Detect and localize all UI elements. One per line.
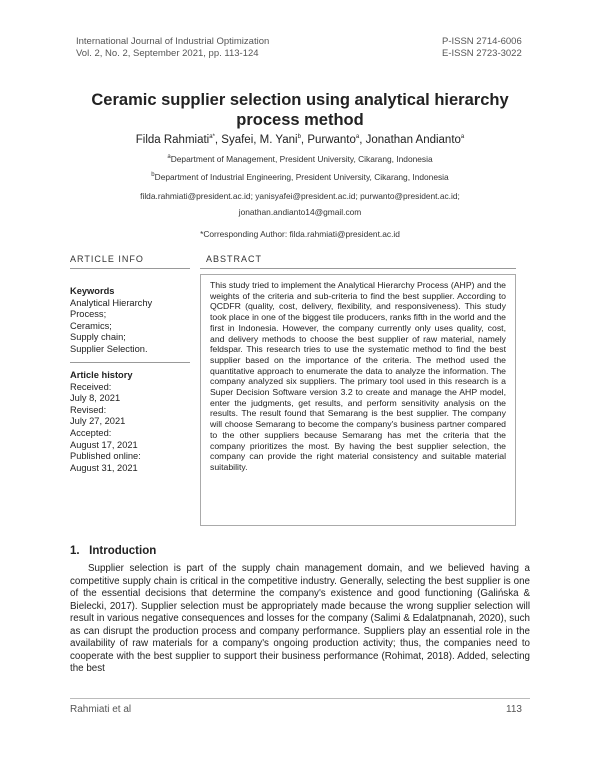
- article-info-divider: [70, 268, 190, 269]
- abstract-divider: [200, 268, 516, 269]
- title-line-1: Ceramic supplier selection using analytical hierarchy: [91, 91, 509, 109]
- journal-volume: Vol. 2, No. 2, September 2021, pp. 113-124: [76, 48, 259, 59]
- history-item: Published online:: [70, 451, 141, 462]
- abstract-heading: ABSTRACT: [206, 254, 263, 264]
- history-item: July 8, 2021: [70, 393, 121, 404]
- p-issn: P-ISSN 2714-6006: [442, 36, 522, 47]
- author-sup: a*: [209, 134, 215, 141]
- aff-sup: a: [167, 154, 171, 161]
- author-sup: a: [460, 134, 465, 141]
- aff-text: Department of Management, President University, Cikarang, Indonesia: [170, 154, 433, 164]
- author: Purwanto: [307, 134, 356, 146]
- paper-title: [60, 90, 540, 130]
- keywords-heading: Keywords: [70, 286, 115, 296]
- author-sup: a: [355, 134, 360, 141]
- abstract-text: This study tried to implement the Analytical Hierarchy Process (AHP) and the weights of the criteria and sub-criteria to find the best supplier. According to QCDFR (quality, cost, delivery, flexibility, and responsiveness). This study took place in one of the biggest tile producers, ranks fifth in the world and the first in Indonesia. However, the company currently only uses quality, cost, and delivery methods to choose the best supplier of raw material, namely feldspar. This research tries to use the systematic method to find the best supplier based on the importance of the criteria. The method used the quantitative approach to enumerate the data to analyze the information. The company analyzed six suppliers. The primary tool used in this research is a Super Decision Software version 3.2 to create and manage the AHP model, enter the judgments, get results, and perform sensitivity analysis on the results. The result found that Semarang is the best supplier. The company will choose Semarang to become the company's business partner compared to the other suppliers because Semarang has met the criteria that the company prioritizes the most. By having the best supplier selection, the company can provide the right material consistency and suitable material suitability.: [210, 280, 506, 472]
- history-item: Received:: [70, 381, 112, 392]
- emails-line-2: jonathan.andianto14@gmail.com: [238, 207, 362, 217]
- keyword: Ceramics;: [70, 320, 112, 331]
- keyword: Analytical Hierarchy: [70, 297, 153, 308]
- journal-name: International Journal of Industrial Optimization: [76, 36, 270, 47]
- history-item: July 27, 2021: [70, 416, 126, 427]
- keywords-divider: [70, 362, 190, 363]
- history-item: August 31, 2021: [70, 462, 138, 473]
- history-heading: Article history: [70, 370, 133, 380]
- keyword: Supplier Selection.: [70, 343, 148, 354]
- author: Syafei, M. Yani: [221, 134, 298, 146]
- history-item: August 17, 2021: [70, 439, 138, 450]
- author: Jonathan Andianto: [365, 134, 461, 146]
- history-item: Revised:: [70, 404, 107, 415]
- aff-sup: b: [151, 172, 155, 179]
- keywords-block: [70, 286, 195, 356]
- affiliation-b: [60, 172, 540, 183]
- author-list: [60, 133, 540, 147]
- e-issn: E-ISSN 2723-3022: [442, 48, 522, 59]
- author-sep: ,: [359, 134, 366, 146]
- emails-line-1: filda.rahmiati@president.ac.id; yanisyafei@president.ac.id; purwanto@president.ac.id;: [140, 191, 460, 201]
- footer-divider: [70, 698, 530, 699]
- author: Filda Rahmiati: [135, 134, 210, 146]
- footer-author: Rahmiati et al: [70, 704, 132, 715]
- corresponding-author: *Corresponding Author: filda.rahmiati@president.ac.id: [200, 229, 400, 239]
- history-block: [70, 370, 195, 474]
- article-info-heading: ARTICLE INFO: [70, 254, 144, 264]
- intro-paragraph: Supplier selection is part of the supply chain management domain, and we believed having a competitive supply chain is critical in the competitive industry. Generally, selecting the best supplier is one of the essential decisions that determine the company's existence and good functioning (Galińska & Bielecki, 2017). Supplier selection must be appropriately made because the wrong supplier selection will result in various negative consequences and losses for the company (Salimi & Edalatpnanah, 2020), such as can disrupt the production process and company performance. Suppliers play an essential role in the availability of raw materials for a company's ongoing production activity; thus, the companies need to cooperate with the best supplier to support their business performance (Rohimat, 2018). Added, selecting the best: [70, 563, 530, 674]
- history-item: Accepted:: [70, 427, 112, 438]
- affiliation-a: [60, 154, 540, 165]
- abstract-box: [200, 274, 516, 526]
- author-sup: b: [297, 134, 301, 141]
- author-sep: ,: [300, 134, 308, 146]
- keyword: Supply chain;: [70, 332, 126, 343]
- author-sep: ,: [214, 134, 222, 146]
- title-line-2: process method: [236, 111, 364, 129]
- intro-heading: 1. Introduction: [70, 545, 157, 557]
- aff-text: Department of Industrial Engineering, President University, Cikarang, Indonesia: [154, 172, 449, 182]
- keyword: Process;: [70, 309, 107, 320]
- page-number: 113: [506, 704, 522, 715]
